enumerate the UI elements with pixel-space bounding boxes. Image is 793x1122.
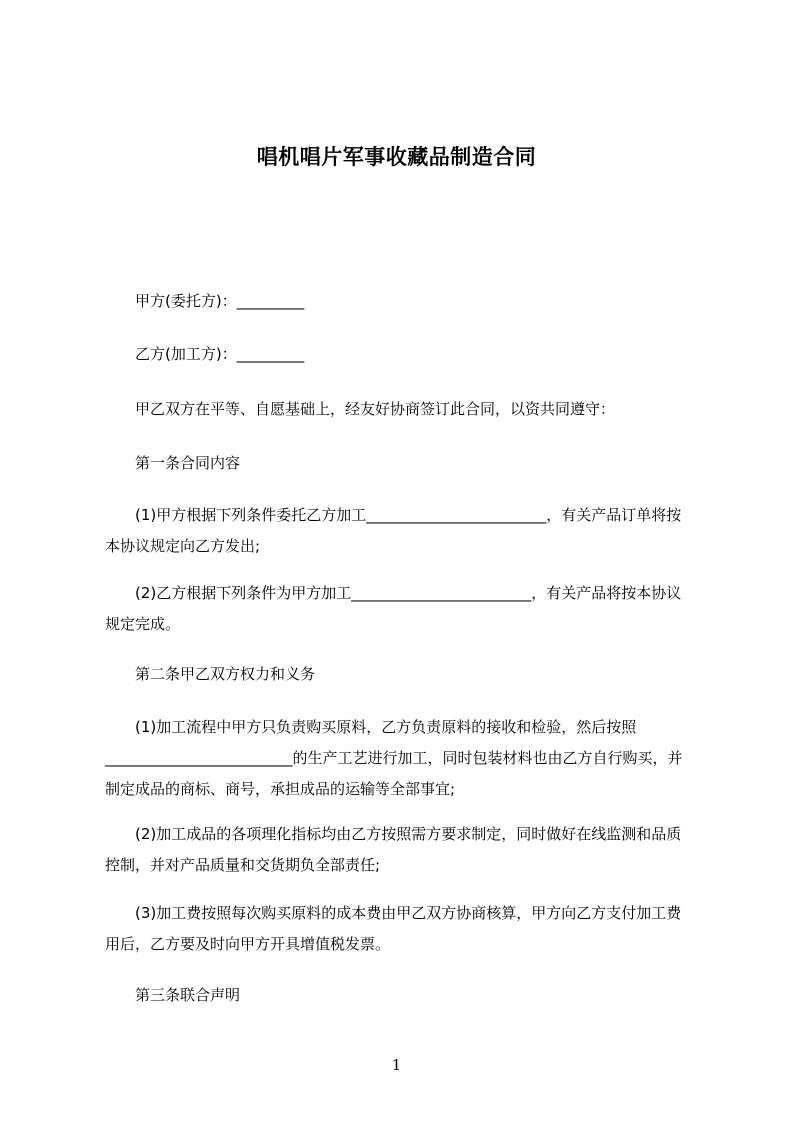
document-title: 唱机唱片军事收藏品制造合同 xyxy=(256,145,537,169)
article-1-item-2 xyxy=(105,578,689,640)
article-2-item-1 xyxy=(105,712,689,805)
preamble: 甲乙双方在平等、自愿基础上，经友好协商签订此合同，以资共同遵守： xyxy=(135,400,616,418)
article-2-item-1-text: (1)加工流程中甲方只负责购买原料，乙方负责原料的接收和检验，然后按照_________________________的生产工艺进行加工，同时包装材料也由乙方自行购买，并制定成品的商标、商号，承担成品的运输等全部事宜; xyxy=(105,718,683,798)
page-number: 1 xyxy=(391,1056,402,1074)
article-1-heading: 第一条合同内容 xyxy=(135,454,241,472)
article-1-item-1-text: (1)甲方根据下列条件委托乙方加工________________________，有关产品订单将按本协议规定向乙方发出; xyxy=(105,506,682,555)
article-1-item-2-text: (2)乙方根据下列条件为甲方加工________________________，有关产品将按本协议规定完成。 xyxy=(105,584,682,633)
article-2-item-2 xyxy=(105,819,689,881)
article-2-item-3-text: (3)加工费按照每次购买原料的成本费由甲乙双方协商核算，甲方向乙方支付加工费用后，乙方要及时向甲方开具增值税发票。 xyxy=(105,904,682,953)
article-2-item-2-text: (2)加工成品的各项理化指标均由乙方按照需方要求制定，同时做好在线监测和品质控制，并对产品质量和交货期负全部责任; xyxy=(105,825,682,874)
party-b-line: 乙方(加工方)：_________ xyxy=(135,345,305,363)
party-a-line: 甲方(委托方)：_________ xyxy=(135,292,305,310)
article-2-heading: 第二条甲乙双方权力和义务 xyxy=(135,665,316,683)
article-3-heading: 第三条联合声明 xyxy=(135,986,241,1004)
article-2-item-3 xyxy=(105,898,689,960)
article-1-item-1 xyxy=(105,500,689,562)
